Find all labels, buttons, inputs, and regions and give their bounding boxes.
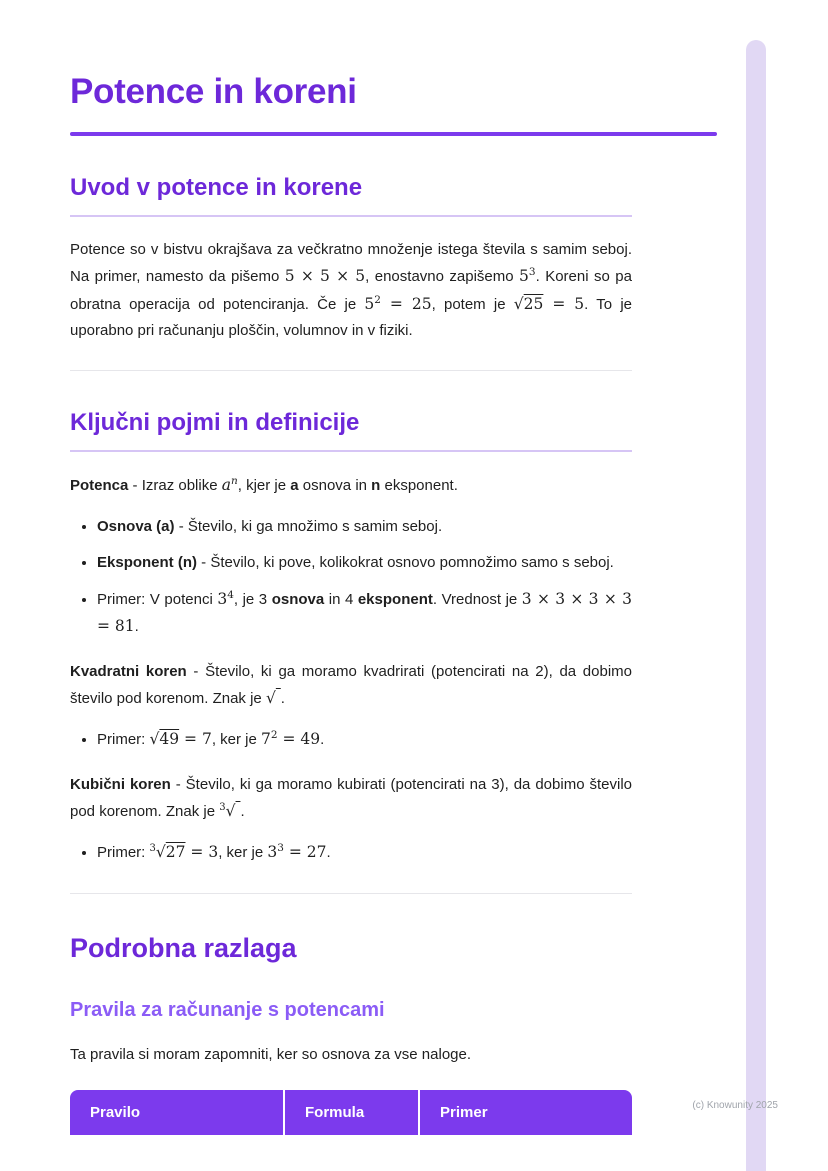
copyright-watermark: (c) Knowunity 2025 bbox=[692, 1100, 778, 1111]
section-heading-uvod: Uvod v potence in korene bbox=[70, 174, 363, 202]
definition-kvadratni-koren: Kvadratni koren - Število, ki ga moramo kvadrirati (potencirati na 2), da dobimo število pod korenom. Znak je √ . bbox=[70, 662, 632, 707]
list-item-primer-potenca: • Primer: V potenci $3^4$, je 3 osnova in 4 eksponent. Vrednost je 3 × 3 × 3 × 3 = 81. bbox=[97, 586, 632, 641]
intro-paragraph: Potence so v bistvu okrajšava za večkratno množenje istega števila s samim seboj. Na primer, namesto da pišemo 5 × 5 × 5, enostavno zapišemo $5^3$. Koreni so pa obratna operacija od potenciranja. Če je $5^2 = 25$, potem je √25 = 5. To je uporabno pri računanju ploščin, volumnov in v fiziki. bbox=[70, 241, 632, 340]
section-rule-uvod bbox=[70, 215, 632, 217]
section-heading-razlaga: Podrobna razlaga bbox=[70, 932, 297, 963]
example-list-kubicni bbox=[70, 839, 632, 866]
definition-list bbox=[70, 514, 632, 641]
document-content bbox=[70, 0, 632, 1135]
rules-table-head bbox=[70, 1090, 632, 1135]
section-razlaga bbox=[70, 932, 632, 1136]
definition-potenca: Potenca - Izraz oblike $a^n$, kjer je a osnova in n eksponent. bbox=[70, 475, 458, 495]
list-item-primer-kubicni: • Primer: $^3$√27 = 3, ker je $3^3 = 27$. bbox=[97, 839, 632, 866]
definition-kubicni-koren: Kubični koren - Število, ki ga moramo kubirati (potencirati na 3), da dobimo število pod korenom. Znak je $^3$√ . bbox=[70, 775, 632, 820]
list-item-eksponent: • Eksponent (n) - Število, ki pove, kolikokrat osnovo pomnožimo samo s seboj. bbox=[97, 550, 632, 576]
section-divider-2 bbox=[70, 893, 632, 894]
section-pojmi bbox=[70, 409, 632, 866]
subsection-heading-pravila: Pravila za računanje s potencami bbox=[70, 998, 385, 1021]
list-item-osnova: • Osnova (a) - Število, ki ga množimo s samim seboj. bbox=[97, 514, 632, 540]
section-heading-pojmi: Ključni pojmi in definicije bbox=[70, 409, 360, 437]
rules-intro-paragraph: Ta pravila si moram zapomniti, ker so osnova za vse naloge. bbox=[70, 1045, 472, 1063]
title-rule bbox=[70, 132, 717, 136]
list-item-primer-kvadratni: • Primer: √49 = 7, ker je $7^2 = 49$. bbox=[97, 726, 632, 753]
page-title: Potence in koreni bbox=[70, 72, 357, 111]
section-uvod bbox=[70, 174, 632, 344]
example-list-kvadratni bbox=[70, 726, 632, 753]
section-rule-pojmi bbox=[70, 450, 632, 452]
rules-table-header-row bbox=[70, 1090, 632, 1135]
table-header-pravilo: Pravilo bbox=[70, 1090, 285, 1135]
table-header-primer: Primer bbox=[420, 1090, 632, 1135]
side-accent-strip bbox=[746, 40, 766, 1171]
section-divider-1 bbox=[70, 370, 632, 371]
rules-table bbox=[70, 1090, 632, 1135]
table-header-formula: Formula bbox=[285, 1090, 420, 1135]
